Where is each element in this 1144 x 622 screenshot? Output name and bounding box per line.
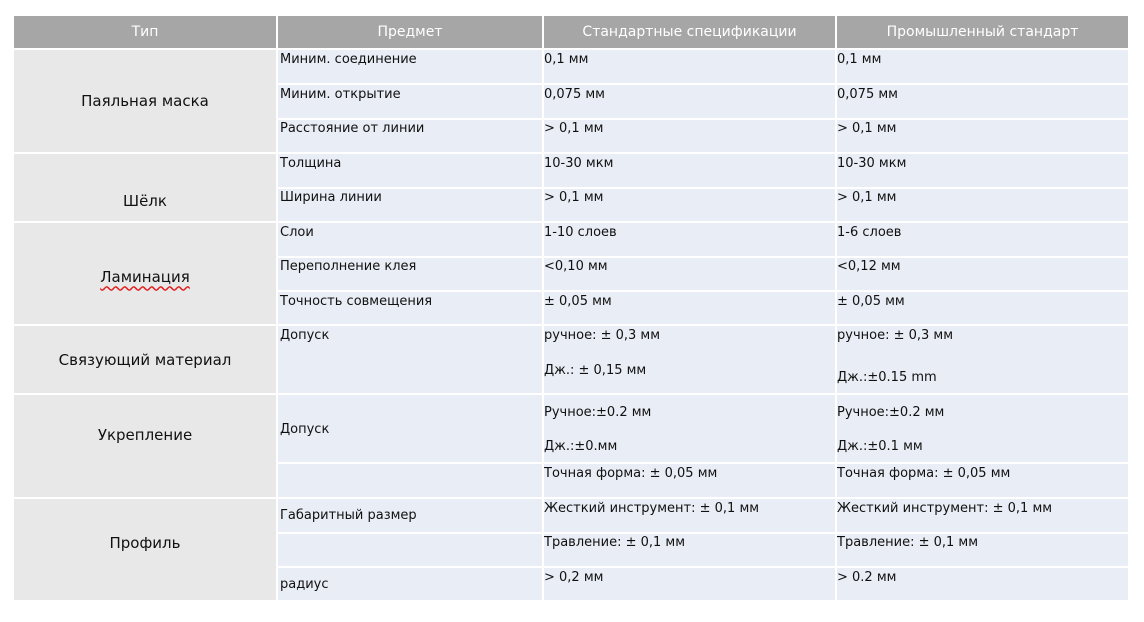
type-cell (14, 154, 276, 221)
industry-cell: 0,1 мм (837, 52, 882, 67)
type-label: Шёлк (123, 191, 167, 210)
industry-cell: Ручное:±0.2 мм (837, 405, 945, 420)
header-type: Тип (14, 16, 276, 48)
item-cell: Слои (280, 225, 314, 240)
industry-cell: 0,075 мм (837, 87, 898, 102)
industry-cell: > 0,1 мм (837, 121, 897, 136)
item-cell: Миним. открытие (280, 87, 401, 102)
standard-cell: Точная форма: ± 0,05 мм (544, 466, 718, 481)
standard-cell: > 0,2 мм (544, 570, 604, 585)
item-cell: Переполнение клея (280, 259, 417, 274)
industry-cell: Точная форма: ± 0,05 мм (837, 466, 1011, 481)
standard-cell: 0,1 мм (544, 52, 589, 67)
industry-cell: Дж.:±0.15 mm (837, 370, 937, 385)
industry-cell: <0,12 мм (837, 259, 901, 274)
item-cell: Точность совмещения (280, 294, 433, 309)
standard-cell: ручное: ± 0,3 мм (544, 328, 661, 343)
industry-cell: > 0,1 мм (837, 190, 897, 205)
header-industry: Промышленный стандарт (837, 16, 1128, 48)
header-standard: Стандартные спецификации (544, 16, 835, 48)
standard-cell: > 0,1 мм (544, 190, 604, 205)
industry-cell: 1-6 слоев (837, 225, 902, 240)
type-label: Профиль (109, 533, 181, 552)
standard-cell: > 0,1 мм (544, 121, 604, 136)
type-cell (14, 499, 276, 600)
standard-cell: 10-30 мкм (544, 156, 614, 171)
item-cell: Допуск (280, 328, 330, 343)
type-cell (14, 326, 276, 393)
type-cell (14, 223, 276, 324)
item-cell: Толщина (280, 156, 342, 171)
standard-cell: <0,10 мм (544, 259, 608, 274)
standard-cell: Жесткий инструмент: ± 0,1 мм (544, 501, 760, 516)
standard-cell: ± 0,05 мм (544, 294, 612, 309)
standard-cell: 1-10 слоев (544, 225, 617, 240)
type-cell (14, 50, 276, 152)
industry-cell: Жесткий инструмент: ± 0,1 мм (837, 501, 1053, 516)
standard-cell: Травление: ± 0,1 мм (544, 535, 686, 550)
industry-cell: Травление: ± 0,1 мм (837, 535, 979, 550)
item-cell: Расстояние от линии (280, 121, 425, 136)
industry-cell: ручное: ± 0,3 мм (837, 328, 954, 343)
industry-cell: 10-30 мкм (837, 156, 907, 171)
industry-cell: ± 0,05 мм (837, 294, 905, 309)
item-cell: Допуск (280, 422, 330, 437)
type-label: Паяльная маска (81, 92, 209, 110)
item-cell: Миним. соединение (280, 52, 417, 67)
type-label: Связующий материал (58, 350, 232, 369)
header-item: Предмет (278, 16, 542, 48)
type-cell (14, 395, 276, 497)
item-cell: радиус (280, 577, 329, 592)
standard-cell: Дж.:±0.мм (544, 439, 618, 454)
standard-cell: Дж.: ± 0,15 мм (544, 363, 647, 378)
type-label: Ламинация (100, 267, 190, 286)
item-cell: Ширина линии (280, 190, 382, 205)
standard-cell: 0,075 мм (544, 87, 605, 102)
standard-cell: Ручное:±0.2 мм (544, 405, 652, 420)
item-cell: Габаритный размер (280, 508, 417, 523)
industry-cell: > 0.2 мм (837, 570, 897, 585)
industry-cell: Дж.:±0.1 мм (837, 439, 923, 454)
type-label: Укрепление (97, 426, 193, 444)
